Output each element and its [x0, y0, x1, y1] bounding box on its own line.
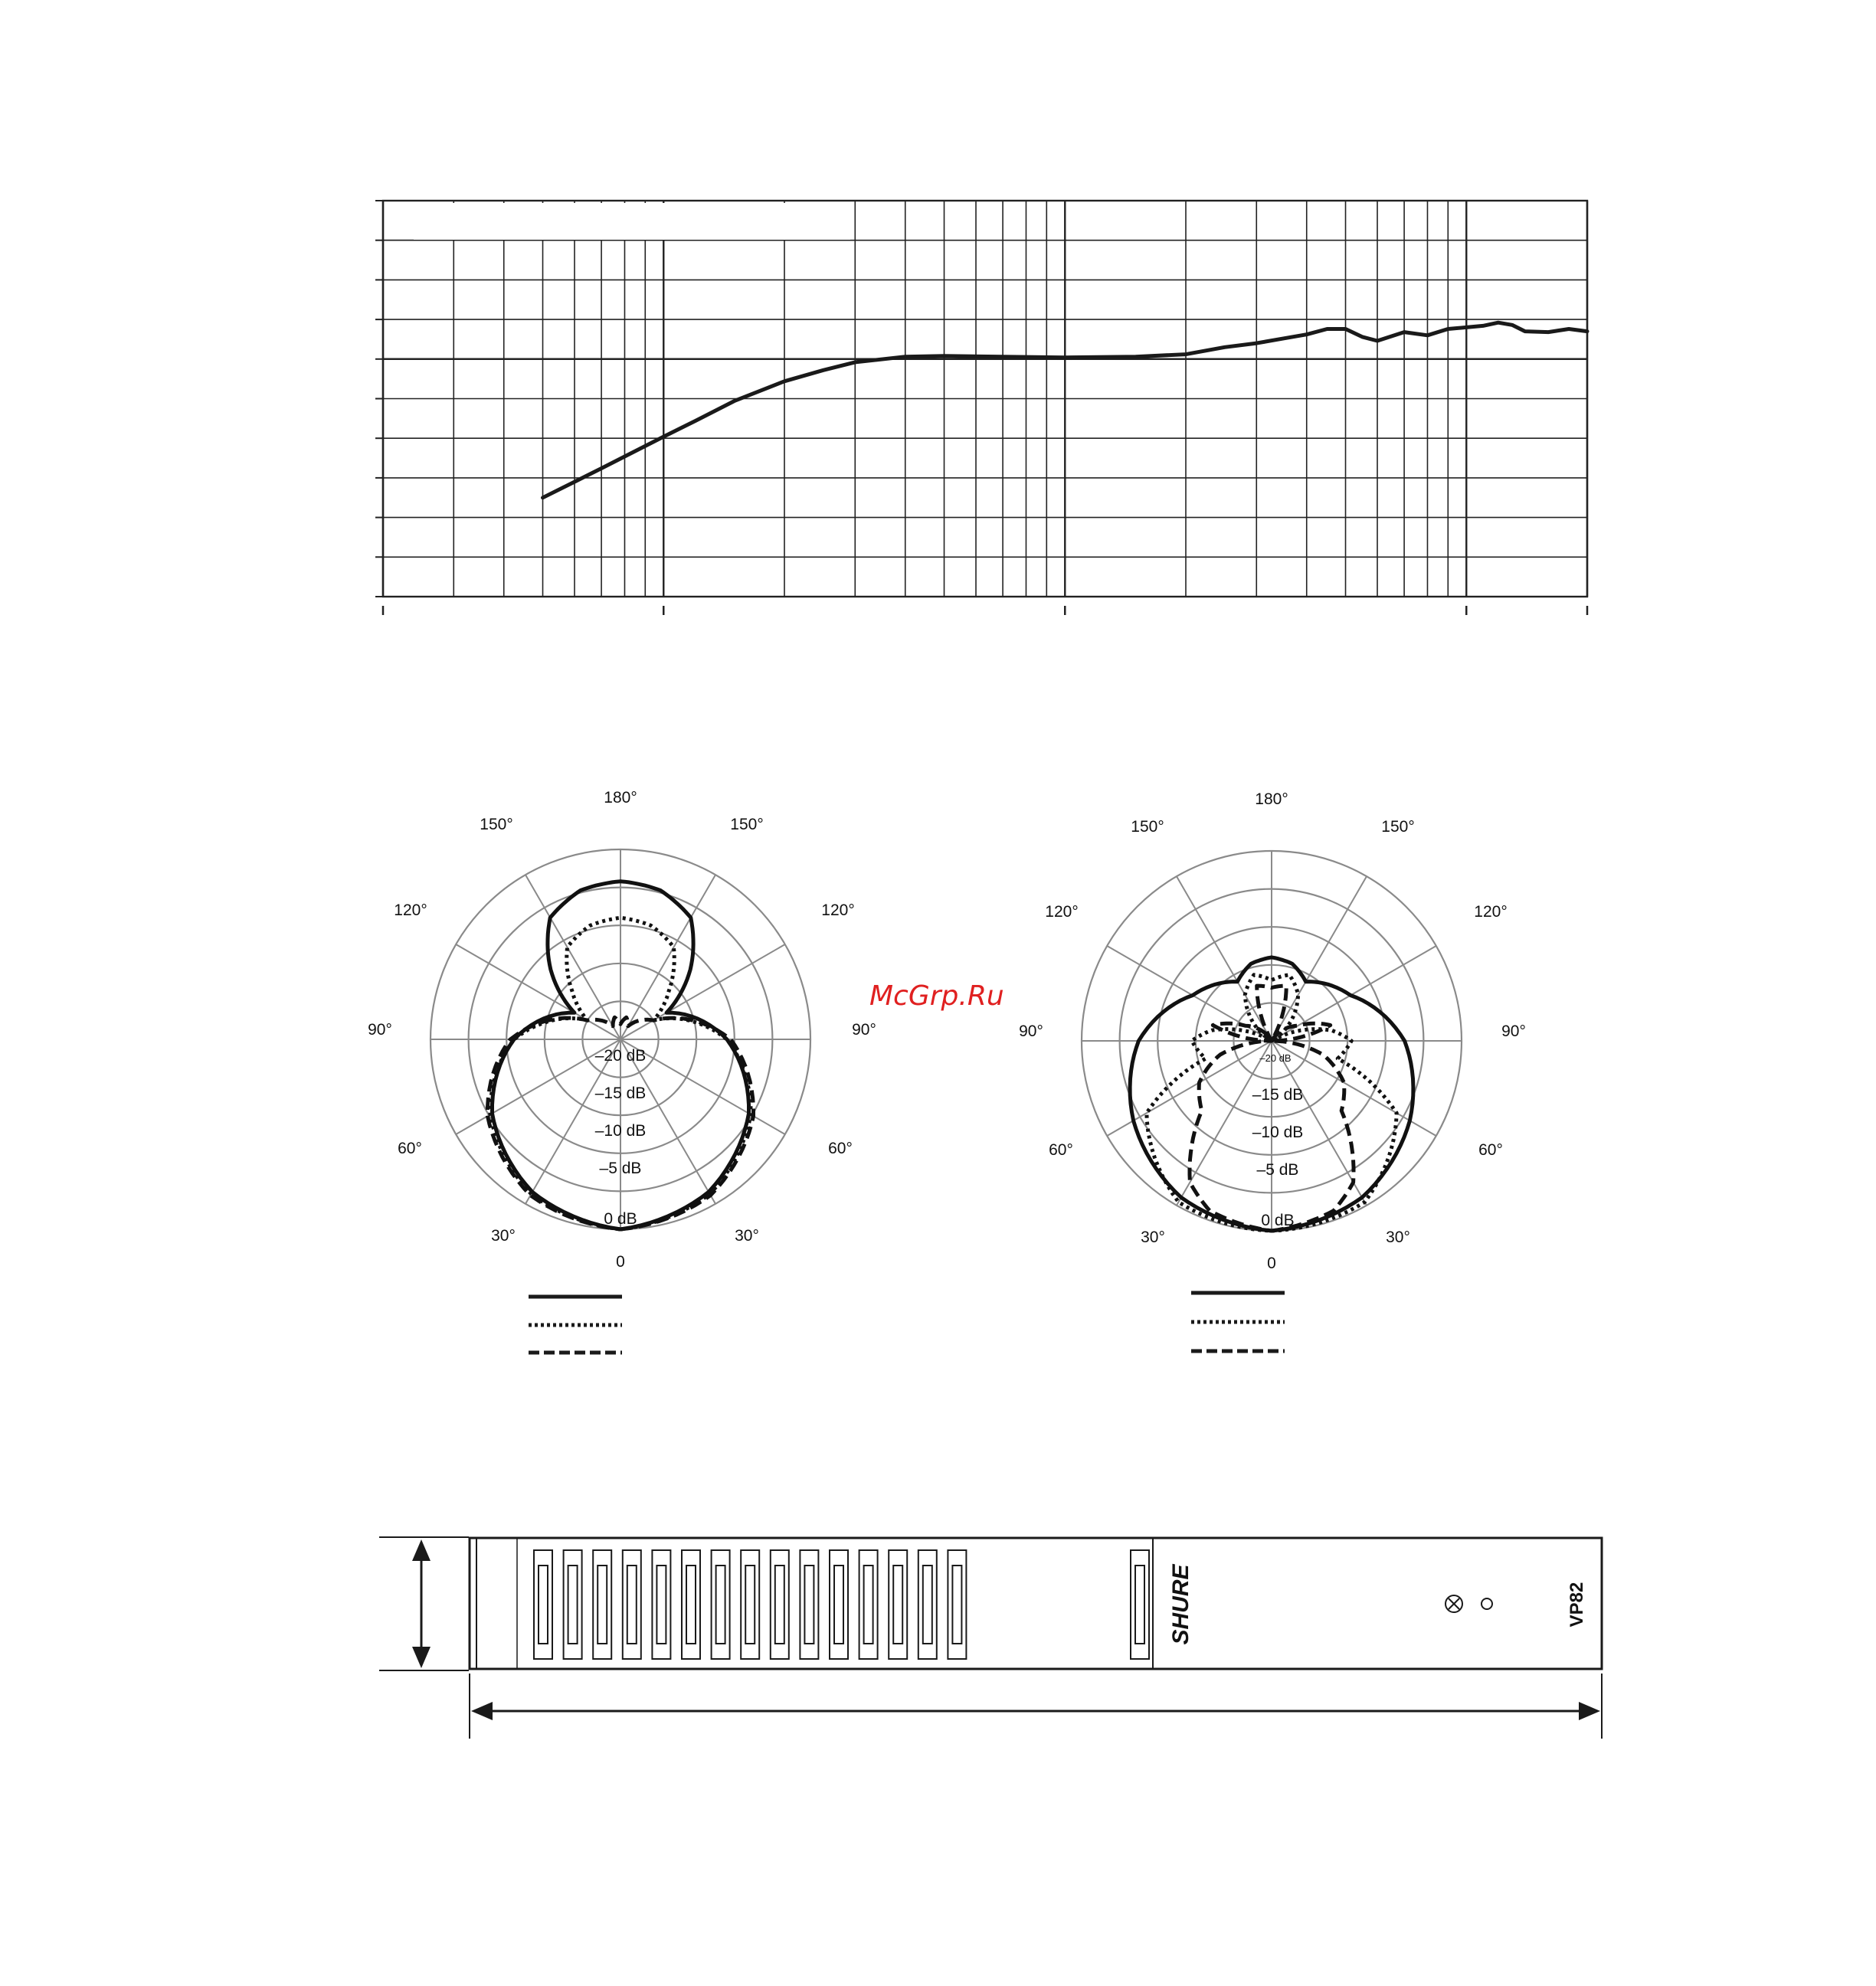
polar-right-label-30-left: 30° [1141, 1229, 1165, 1246]
height-arrow-bottom [412, 1647, 431, 1668]
polar-left-db-10: –10 dB [594, 1122, 647, 1140]
polar-right-label-30-right: 30° [1386, 1229, 1410, 1246]
polar-right-db-10: –10 dB [1252, 1124, 1304, 1141]
polar-right-db-0: 0 dB [1261, 1212, 1295, 1229]
polar-left-label-150-left: 150° [480, 816, 513, 833]
polar-right-label-90-right: 90° [1501, 1022, 1526, 1040]
polar-pattern-right [1019, 790, 1526, 1351]
microphone-dimension-drawing [379, 1537, 1602, 1739]
model-label: VP82 [1567, 1582, 1587, 1628]
height-arrow-top [412, 1539, 431, 1561]
polar-left-label-60-right: 60° [828, 1140, 853, 1157]
polar-left-label-90-left: 90° [368, 1021, 392, 1039]
polar-right-label-120-left: 120° [1045, 903, 1079, 921]
polar-right-label-120-right: 120° [1474, 903, 1508, 921]
polar-left-db-15: –15 dB [594, 1085, 647, 1102]
polar-right-label-90-left: 90° [1019, 1022, 1043, 1040]
polar-right-db-5: –5 dB [1256, 1161, 1299, 1179]
polar-left-label-30-right: 30° [735, 1227, 759, 1245]
shure-logo: SHURE [1168, 1564, 1193, 1645]
polar-left-label-0: 0 [616, 1253, 625, 1271]
fr-header-band [414, 203, 850, 240]
polar-right-db-20: –20 dB [1259, 1052, 1292, 1064]
polar-left-legend [529, 1297, 622, 1353]
length-arrow-right [1579, 1702, 1600, 1720]
polar-right-label-0: 0 [1267, 1255, 1276, 1272]
polar-left-label-120-left: 120° [394, 901, 427, 919]
polar-left-label-180: 180° [604, 789, 637, 807]
polar-left-label-150-right: 150° [730, 816, 764, 833]
polar-pattern-left [368, 789, 876, 1353]
watermark-text: McGrp.Ru [869, 980, 1004, 1012]
polar-left-db-20: –20 dB [594, 1047, 647, 1065]
polar-left-db-5: –5 dB [599, 1160, 642, 1177]
polar-right-label-180: 180° [1255, 790, 1288, 808]
frequency-response-grid [375, 201, 1587, 615]
polar-right-label-60-right: 60° [1478, 1141, 1503, 1159]
length-arrow-left [471, 1702, 493, 1720]
polar-right-label-150-left: 150° [1131, 818, 1164, 836]
polar-left-db-0: 0 dB [604, 1210, 637, 1228]
polar-left-label-90-right: 90° [852, 1021, 876, 1039]
polar-right-db-15: –15 dB [1252, 1086, 1304, 1104]
frequency-response-chart [375, 201, 1587, 615]
microphone-body [470, 1538, 1602, 1669]
polar-right-label-150-right: 150° [1381, 818, 1415, 836]
polar-right-label-60-left: 60° [1049, 1141, 1073, 1159]
polar-right-legend [1191, 1293, 1285, 1351]
polar-left-label-120-right: 120° [821, 901, 855, 919]
polar-left-label-60-left: 60° [398, 1140, 422, 1157]
polar-left-label-30-left: 30° [491, 1227, 516, 1245]
